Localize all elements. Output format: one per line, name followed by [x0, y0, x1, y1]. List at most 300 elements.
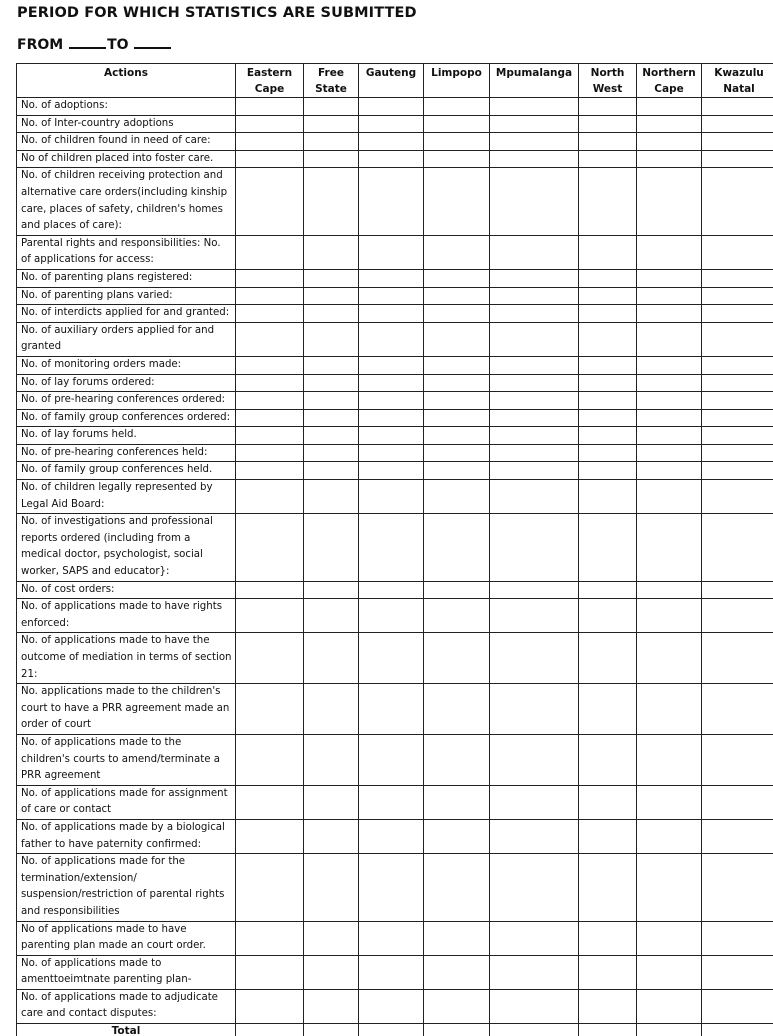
- statistic-entry-cell[interactable]: [304, 392, 359, 410]
- total-entry-cell[interactable]: [490, 1024, 579, 1036]
- statistic-entry-cell[interactable]: [359, 444, 424, 462]
- statistic-entry-cell[interactable]: [490, 734, 579, 785]
- statistic-entry-cell[interactable]: [579, 168, 637, 235]
- statistic-entry-cell[interactable]: [236, 305, 304, 323]
- table-row: [17, 854, 773, 921]
- action-label: No. of children receiving protection and alternative care orders(including kinship care, places of safety, children's homes and places of care):: [17, 168, 236, 235]
- statistic-entry-cell[interactable]: [702, 235, 773, 269]
- statistic-entry-cell[interactable]: [359, 599, 424, 633]
- column-header-line1: Limpopo: [431, 67, 482, 79]
- statistic-entry-cell[interactable]: [359, 269, 424, 287]
- statistic-entry-cell[interactable]: [304, 854, 359, 921]
- column-header-line1: Mpumalanga: [495, 67, 573, 79]
- action-label: No. of applications made to have rights enforced:: [17, 599, 236, 633]
- statistic-entry-cell[interactable]: [490, 409, 579, 427]
- table-row: [17, 409, 773, 427]
- statistic-entry-cell[interactable]: [304, 235, 359, 269]
- action-label: No. of lay forums ordered:: [17, 374, 236, 392]
- total-row: [17, 1024, 773, 1036]
- statistic-entry-cell[interactable]: [490, 322, 579, 356]
- statistic-entry-cell[interactable]: [236, 444, 304, 462]
- statistic-entry-cell[interactable]: [637, 734, 702, 785]
- statistic-entry-cell[interactable]: [304, 305, 359, 323]
- action-label: No. of interdicts applied for and granted:: [17, 305, 236, 323]
- statistic-entry-cell[interactable]: [579, 427, 637, 445]
- statistic-entry-cell[interactable]: [424, 269, 490, 287]
- statistic-entry-cell[interactable]: [236, 150, 304, 168]
- statistic-entry-cell[interactable]: [702, 409, 773, 427]
- action-label: No. of investigations and professional reports ordered (including from a medical doctor, psychologist, social worker, SAPS and educator}:: [17, 514, 236, 581]
- statistic-entry-cell[interactable]: [637, 374, 702, 392]
- table-row: [17, 115, 773, 133]
- statistic-entry-cell[interactable]: [304, 322, 359, 356]
- statistic-entry-cell[interactable]: [424, 819, 490, 853]
- statistic-entry-cell[interactable]: [579, 480, 637, 514]
- statistic-entry-cell[interactable]: [236, 462, 304, 480]
- statistic-entry-cell[interactable]: [359, 854, 424, 921]
- statistic-entry-cell[interactable]: [424, 235, 490, 269]
- statistic-entry-cell[interactable]: [702, 785, 773, 819]
- statistic-entry-cell[interactable]: [359, 409, 424, 427]
- statistic-entry-cell[interactable]: [490, 633, 579, 684]
- statistic-entry-cell[interactable]: [637, 819, 702, 853]
- statistic-entry-cell[interactable]: [579, 374, 637, 392]
- statistic-entry-cell[interactable]: [236, 133, 304, 151]
- statistic-entry-cell[interactable]: [637, 955, 702, 989]
- statistic-entry-cell[interactable]: [702, 444, 773, 462]
- statistic-entry-cell[interactable]: [424, 98, 490, 116]
- statistic-entry-cell[interactable]: [702, 514, 773, 581]
- statistic-entry-cell[interactable]: [637, 235, 702, 269]
- statistic-entry-cell[interactable]: [579, 684, 637, 735]
- action-label: No. of parenting plans registered:: [17, 269, 236, 287]
- statistic-entry-cell[interactable]: [637, 444, 702, 462]
- statistic-entry-cell[interactable]: [236, 734, 304, 785]
- statistic-entry-cell[interactable]: [424, 684, 490, 735]
- statistic-entry-cell[interactable]: [424, 133, 490, 151]
- total-entry-cell[interactable]: [579, 1024, 637, 1036]
- statistic-entry-cell[interactable]: [304, 599, 359, 633]
- statistic-entry-cell[interactable]: [236, 599, 304, 633]
- statistic-entry-cell[interactable]: [490, 133, 579, 151]
- statistic-entry-cell[interactable]: [359, 734, 424, 785]
- statistic-entry-cell[interactable]: [702, 98, 773, 116]
- statistic-entry-cell[interactable]: [702, 734, 773, 785]
- statistic-entry-cell[interactable]: [579, 462, 637, 480]
- statistic-entry-cell[interactable]: [702, 462, 773, 480]
- statistic-entry-cell[interactable]: [490, 168, 579, 235]
- total-entry-cell[interactable]: [236, 1024, 304, 1036]
- statistic-entry-cell[interactable]: [579, 133, 637, 151]
- statistic-entry-cell[interactable]: [359, 322, 424, 356]
- column-header-line1: North: [590, 67, 625, 79]
- statistic-entry-cell[interactable]: [236, 322, 304, 356]
- statistic-entry-cell[interactable]: [359, 462, 424, 480]
- statistic-entry-cell[interactable]: [424, 374, 490, 392]
- table-row: [17, 581, 773, 599]
- statistic-entry-cell[interactable]: [236, 269, 304, 287]
- statistic-entry-cell[interactable]: [490, 305, 579, 323]
- statistic-entry-cell[interactable]: [424, 989, 490, 1023]
- statistic-entry-cell[interactable]: [579, 150, 637, 168]
- statistic-entry-cell[interactable]: [579, 785, 637, 819]
- statistic-entry-cell[interactable]: [579, 392, 637, 410]
- statistic-entry-cell[interactable]: [490, 98, 579, 116]
- statistic-entry-cell[interactable]: [424, 115, 490, 133]
- statistic-entry-cell[interactable]: [236, 684, 304, 735]
- statistic-entry-cell[interactable]: [359, 392, 424, 410]
- statistic-entry-cell[interactable]: [424, 480, 490, 514]
- statistic-entry-cell[interactable]: [359, 480, 424, 514]
- statistic-entry-cell[interactable]: [236, 921, 304, 955]
- from-label: FROM: [17, 37, 64, 53]
- statistic-entry-cell[interactable]: [424, 955, 490, 989]
- statistic-entry-cell[interactable]: [579, 356, 637, 374]
- statistic-entry-cell[interactable]: [359, 305, 424, 323]
- statistic-entry-cell[interactable]: [490, 819, 579, 853]
- statistic-entry-cell[interactable]: [236, 98, 304, 116]
- statistic-entry-cell[interactable]: [579, 581, 637, 599]
- statistic-entry-cell[interactable]: [424, 322, 490, 356]
- statistic-entry-cell[interactable]: [424, 581, 490, 599]
- column-header-province: [579, 64, 637, 98]
- statistic-entry-cell[interactable]: [304, 150, 359, 168]
- statistic-entry-cell[interactable]: [304, 480, 359, 514]
- statistic-entry-cell[interactable]: [579, 115, 637, 133]
- action-label: No. of applications made to amenttoeimtnate parenting plan-: [17, 955, 236, 989]
- statistic-entry-cell[interactable]: [304, 427, 359, 445]
- statistic-entry-cell[interactable]: [702, 269, 773, 287]
- statistic-entry-cell[interactable]: [304, 374, 359, 392]
- statistic-entry-cell[interactable]: [702, 287, 773, 305]
- statistic-entry-cell[interactable]: [490, 444, 579, 462]
- action-label: No. of cost orders:: [17, 581, 236, 599]
- statistic-entry-cell[interactable]: [637, 854, 702, 921]
- statistic-entry-cell[interactable]: [637, 785, 702, 819]
- statistic-entry-cell[interactable]: [236, 356, 304, 374]
- statistic-entry-cell[interactable]: [579, 921, 637, 955]
- statistic-entry-cell[interactable]: [424, 633, 490, 684]
- statistic-entry-cell[interactable]: [236, 854, 304, 921]
- total-entry-cell[interactable]: [304, 1024, 359, 1036]
- statistic-entry-cell[interactable]: [490, 392, 579, 410]
- total-entry-cell[interactable]: [637, 1024, 702, 1036]
- statistic-entry-cell[interactable]: [490, 921, 579, 955]
- statistic-entry-cell[interactable]: [304, 444, 359, 462]
- column-header-line1: Kwazulu: [714, 67, 764, 79]
- statistic-entry-cell[interactable]: [702, 356, 773, 374]
- statistic-entry-cell[interactable]: [359, 427, 424, 445]
- statistic-entry-cell[interactable]: [702, 633, 773, 684]
- table-row: [17, 819, 773, 853]
- statistic-entry-cell[interactable]: [490, 480, 579, 514]
- statistic-entry-cell[interactable]: [424, 734, 490, 785]
- statistic-entry-cell[interactable]: [304, 115, 359, 133]
- statistic-entry-cell[interactable]: [579, 235, 637, 269]
- statistic-entry-cell[interactable]: [359, 287, 424, 305]
- statistic-entry-cell[interactable]: [359, 356, 424, 374]
- statistic-entry-cell[interactable]: [702, 684, 773, 735]
- statistic-entry-cell[interactable]: [579, 269, 637, 287]
- statistic-entry-cell[interactable]: [304, 819, 359, 853]
- statistic-entry-cell[interactable]: [236, 168, 304, 235]
- statistic-entry-cell[interactable]: [424, 514, 490, 581]
- statistic-entry-cell[interactable]: [304, 462, 359, 480]
- table-row: [17, 98, 773, 116]
- statistic-entry-cell[interactable]: [637, 322, 702, 356]
- statistic-entry-cell[interactable]: [490, 235, 579, 269]
- statistic-entry-cell[interactable]: [359, 633, 424, 684]
- statistic-entry-cell[interactable]: [424, 854, 490, 921]
- table-body: [17, 98, 773, 1036]
- action-label: No. of family group conferences held.: [17, 462, 236, 480]
- statistic-entry-cell[interactable]: [359, 168, 424, 235]
- statistic-entry-cell[interactable]: [424, 150, 490, 168]
- statistic-entry-cell[interactable]: [424, 599, 490, 633]
- column-header-line1: Gauteng: [365, 67, 417, 79]
- total-entry-cell[interactable]: [702, 1024, 773, 1036]
- statistic-entry-cell[interactable]: [424, 444, 490, 462]
- from-blank[interactable]: [69, 46, 106, 49]
- statistic-entry-cell[interactable]: [424, 409, 490, 427]
- statistic-entry-cell[interactable]: [637, 392, 702, 410]
- statistic-entry-cell[interactable]: [359, 785, 424, 819]
- column-header-line2: Cape: [654, 83, 684, 95]
- table-row: [17, 444, 773, 462]
- statistic-entry-cell[interactable]: [359, 514, 424, 581]
- statistic-entry-cell[interactable]: [637, 989, 702, 1023]
- statistic-entry-cell[interactable]: [236, 581, 304, 599]
- table-row: [17, 599, 773, 633]
- statistic-entry-cell[interactable]: [359, 921, 424, 955]
- statistic-entry-cell[interactable]: [637, 409, 702, 427]
- statistic-entry-cell[interactable]: [236, 115, 304, 133]
- statistic-entry-cell[interactable]: [490, 374, 579, 392]
- statistic-entry-cell[interactable]: [579, 305, 637, 323]
- statistic-entry-cell[interactable]: [637, 921, 702, 955]
- action-label: No. of applications made for assignment of care or contact: [17, 785, 236, 819]
- table-row: [17, 514, 773, 581]
- statistic-entry-cell[interactable]: [579, 98, 637, 116]
- statistic-entry-cell[interactable]: [236, 514, 304, 581]
- statistic-entry-cell[interactable]: [637, 684, 702, 735]
- statistic-entry-cell[interactable]: [702, 854, 773, 921]
- statistic-entry-cell[interactable]: [637, 115, 702, 133]
- statistic-entry-cell[interactable]: [637, 480, 702, 514]
- column-header-province: [702, 64, 773, 98]
- statistic-entry-cell[interactable]: [579, 599, 637, 633]
- statistic-entry-cell[interactable]: [359, 374, 424, 392]
- to-blank[interactable]: [134, 46, 171, 49]
- statistic-entry-cell[interactable]: [490, 462, 579, 480]
- statistic-entry-cell[interactable]: [579, 819, 637, 853]
- statistic-entry-cell[interactable]: [236, 785, 304, 819]
- statistic-entry-cell[interactable]: [236, 819, 304, 853]
- statistic-entry-cell[interactable]: [637, 581, 702, 599]
- statistic-entry-cell[interactable]: [304, 356, 359, 374]
- statistic-entry-cell[interactable]: [702, 955, 773, 989]
- action-label: No. of applications made to the children's courts to amend/terminate a PRR agreement: [17, 734, 236, 785]
- statistic-entry-cell[interactable]: [304, 269, 359, 287]
- statistic-entry-cell[interactable]: [304, 168, 359, 235]
- statistic-entry-cell[interactable]: [424, 427, 490, 445]
- statistic-entry-cell[interactable]: [637, 269, 702, 287]
- column-header-line2: State: [315, 83, 347, 95]
- statistic-entry-cell[interactable]: [702, 581, 773, 599]
- statistic-entry-cell[interactable]: [236, 374, 304, 392]
- statistic-entry-cell[interactable]: [637, 98, 702, 116]
- statistic-entry-cell[interactable]: [236, 955, 304, 989]
- statistic-entry-cell[interactable]: [304, 133, 359, 151]
- statistic-entry-cell[interactable]: [702, 115, 773, 133]
- table-row: [17, 287, 773, 305]
- statistic-entry-cell[interactable]: [424, 921, 490, 955]
- statistic-entry-cell[interactable]: [304, 98, 359, 116]
- statistic-entry-cell[interactable]: [702, 322, 773, 356]
- statistic-entry-cell[interactable]: [637, 133, 702, 151]
- statistic-entry-cell[interactable]: [359, 955, 424, 989]
- statistic-entry-cell[interactable]: [702, 427, 773, 445]
- statistic-entry-cell[interactable]: [579, 989, 637, 1023]
- statistic-entry-cell[interactable]: [637, 514, 702, 581]
- statistic-entry-cell[interactable]: [359, 133, 424, 151]
- statistic-entry-cell[interactable]: [359, 115, 424, 133]
- statistic-entry-cell[interactable]: [236, 633, 304, 684]
- table-row: [17, 734, 773, 785]
- statistic-entry-cell[interactable]: [637, 168, 702, 235]
- statistic-entry-cell[interactable]: [490, 599, 579, 633]
- statistic-entry-cell[interactable]: [490, 514, 579, 581]
- statistic-entry-cell[interactable]: [304, 989, 359, 1023]
- statistic-entry-cell[interactable]: [490, 287, 579, 305]
- total-entry-cell[interactable]: [359, 1024, 424, 1036]
- statistic-entry-cell[interactable]: [637, 305, 702, 323]
- statistic-entry-cell[interactable]: [304, 785, 359, 819]
- statistic-entry-cell[interactable]: [424, 392, 490, 410]
- statistic-entry-cell[interactable]: [637, 356, 702, 374]
- statistic-entry-cell[interactable]: [579, 409, 637, 427]
- statistic-entry-cell[interactable]: [490, 269, 579, 287]
- statistic-entry-cell[interactable]: [424, 785, 490, 819]
- statistic-entry-cell[interactable]: [304, 684, 359, 735]
- statistic-entry-cell[interactable]: [637, 599, 702, 633]
- statistic-entry-cell[interactable]: [637, 150, 702, 168]
- statistic-entry-cell[interactable]: [359, 819, 424, 853]
- statistic-entry-cell[interactable]: [424, 356, 490, 374]
- statistic-entry-cell[interactable]: [304, 514, 359, 581]
- statistic-entry-cell[interactable]: [236, 989, 304, 1023]
- statistic-entry-cell[interactable]: [490, 785, 579, 819]
- statistic-entry-cell[interactable]: [424, 168, 490, 235]
- table-row: [17, 356, 773, 374]
- statistic-entry-cell[interactable]: [304, 287, 359, 305]
- statistic-entry-cell[interactable]: [424, 305, 490, 323]
- statistic-entry-cell[interactable]: [702, 599, 773, 633]
- statistic-entry-cell[interactable]: [304, 921, 359, 955]
- statistic-entry-cell[interactable]: [304, 581, 359, 599]
- statistic-entry-cell[interactable]: [236, 392, 304, 410]
- statistic-entry-cell[interactable]: [359, 235, 424, 269]
- statistic-entry-cell[interactable]: [579, 633, 637, 684]
- action-label: No. of children legally represented by Legal Aid Board:: [17, 480, 236, 514]
- statistic-entry-cell[interactable]: [359, 98, 424, 116]
- statistic-entry-cell[interactable]: [359, 581, 424, 599]
- action-label: No. of applications made to have the outcome of mediation in terms of section 21:: [17, 633, 236, 684]
- to-label: TO: [107, 37, 129, 53]
- total-entry-cell[interactable]: [424, 1024, 490, 1036]
- statistic-entry-cell[interactable]: [490, 427, 579, 445]
- action-label: No. of pre-hearing conferences held:: [17, 444, 236, 462]
- table-row: [17, 480, 773, 514]
- statistic-entry-cell[interactable]: [490, 356, 579, 374]
- statistic-entry-cell[interactable]: [304, 734, 359, 785]
- statistic-entry-cell[interactable]: [490, 684, 579, 735]
- statistic-entry-cell[interactable]: [702, 150, 773, 168]
- statistic-entry-cell[interactable]: [490, 854, 579, 921]
- statistic-entry-cell[interactable]: [490, 581, 579, 599]
- table-row: [17, 374, 773, 392]
- statistic-entry-cell[interactable]: [579, 955, 637, 989]
- statistic-entry-cell[interactable]: [236, 427, 304, 445]
- statistic-entry-cell[interactable]: [579, 322, 637, 356]
- statistic-entry-cell[interactable]: [637, 633, 702, 684]
- statistic-entry-cell[interactable]: [304, 409, 359, 427]
- statistic-entry-cell[interactable]: [579, 287, 637, 305]
- column-header-line1: Northern: [642, 67, 696, 79]
- statistic-entry-cell[interactable]: [702, 480, 773, 514]
- statistic-entry-cell[interactable]: [702, 374, 773, 392]
- statistic-entry-cell[interactable]: [236, 235, 304, 269]
- statistic-entry-cell[interactable]: [236, 480, 304, 514]
- statistic-entry-cell[interactable]: [304, 955, 359, 989]
- action-label: No. of monitoring orders made:: [17, 356, 236, 374]
- statistic-entry-cell[interactable]: [359, 684, 424, 735]
- statistic-entry-cell[interactable]: [424, 462, 490, 480]
- statistic-entry-cell[interactable]: [579, 514, 637, 581]
- statistic-entry-cell[interactable]: [637, 287, 702, 305]
- statistic-entry-cell[interactable]: [702, 989, 773, 1023]
- statistic-entry-cell[interactable]: [236, 287, 304, 305]
- statistic-entry-cell[interactable]: [702, 921, 773, 955]
- statistic-entry-cell[interactable]: [702, 168, 773, 235]
- statistic-entry-cell[interactable]: [579, 444, 637, 462]
- column-header-line1: Eastern: [246, 67, 293, 79]
- statistic-entry-cell[interactable]: [702, 392, 773, 410]
- statistic-entry-cell[interactable]: [490, 115, 579, 133]
- statistic-entry-cell[interactable]: [236, 409, 304, 427]
- statistic-entry-cell[interactable]: [579, 734, 637, 785]
- statistic-entry-cell[interactable]: [490, 955, 579, 989]
- action-label: No of children placed into foster care.: [17, 150, 236, 168]
- statistic-entry-cell[interactable]: [579, 854, 637, 921]
- statistic-entry-cell[interactable]: [702, 133, 773, 151]
- statistic-entry-cell[interactable]: [424, 287, 490, 305]
- statistic-entry-cell[interactable]: [490, 989, 579, 1023]
- statistic-entry-cell[interactable]: [702, 819, 773, 853]
- statistic-entry-cell[interactable]: [304, 633, 359, 684]
- column-header-province: [490, 64, 579, 98]
- statistic-entry-cell[interactable]: [359, 150, 424, 168]
- statistic-entry-cell[interactable]: [637, 462, 702, 480]
- statistic-entry-cell[interactable]: [637, 427, 702, 445]
- statistic-entry-cell[interactable]: [359, 989, 424, 1023]
- action-label: No. of pre-hearing conferences ordered:: [17, 392, 236, 410]
- table-row: [17, 269, 773, 287]
- page-title: PERIOD FOR WHICH STATISTICS ARE SUBMITTED: [17, 5, 417, 21]
- statistic-entry-cell[interactable]: [702, 305, 773, 323]
- statistic-entry-cell[interactable]: [490, 150, 579, 168]
- action-label: No. applications made to the children's court to have a PRR agreement made an order of court: [17, 684, 236, 735]
